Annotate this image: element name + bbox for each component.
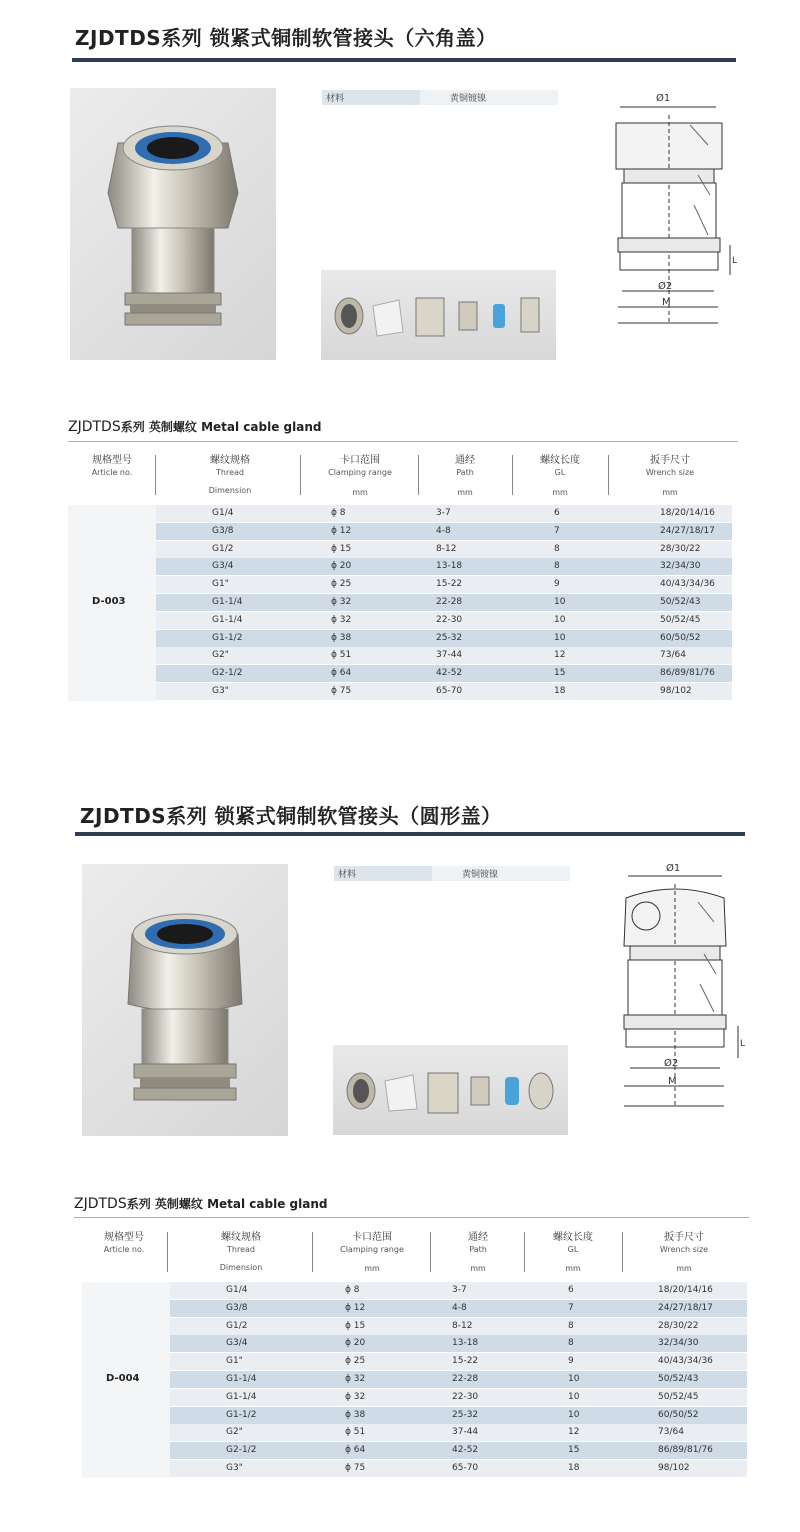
header-article: 规格型号 Article no.: [91, 455, 133, 477]
header-path: 通经 Path: [468, 1232, 488, 1254]
material-label: 材料: [334, 866, 432, 881]
article-number: D-003: [92, 596, 126, 607]
table-row: G1-1/2 ϕ 38 25-32 10 60/50/52: [170, 1407, 747, 1424]
table-title-round: [74, 1195, 327, 1212]
table-row: G3/8 ϕ 12 4-8 7 24/27/18/17: [156, 523, 732, 540]
table-row: G3/8 ϕ 12 4-8 7 24/27/18/17: [170, 1300, 747, 1317]
spec-table-round: [82, 1282, 747, 1478]
drawing-label-d1: Ø1: [656, 93, 671, 104]
technical-drawing-hex: [598, 85, 744, 335]
table-row: G2-1/2 ϕ 64 42-52 15 86/89/81/76: [170, 1442, 747, 1459]
table-row: G2" ϕ 51 37-44 12 73/64: [170, 1424, 747, 1441]
table-series-cn: 系列: [126, 1197, 151, 1211]
title-rule: [75, 832, 745, 836]
header-path: 通经 Path: [455, 455, 475, 477]
drawing-label-l: L: [732, 256, 738, 266]
table-body: [170, 1282, 747, 1478]
header-thread: 螺纹规格 Thread: [210, 455, 250, 477]
table-subtitle: 英制螺纹 Metal cable gland: [154, 1197, 328, 1211]
table-row: G1/4 ϕ 8 3-7 6 18/20/14/16: [156, 505, 732, 522]
table-row: G3" ϕ 75 65-70 18 98/102: [156, 683, 732, 700]
article-cell: [68, 505, 156, 701]
table-row: G1" ϕ 25 15-22 9 40/43/34/36: [170, 1353, 747, 1370]
table-row: G2-1/2 ϕ 64 42-52 15 86/89/81/76: [156, 665, 732, 682]
table-row: G3" ϕ 75 65-70 18 98/102: [170, 1460, 747, 1477]
material-value: 黄铜镀镍: [420, 90, 558, 105]
drawing-label-d2: Ø2: [658, 281, 673, 292]
table-row: G1-1/2 ϕ 38 25-32 10 60/50/52: [156, 630, 732, 647]
header-gl: 螺纹长度 GL: [553, 1232, 593, 1254]
table-series-cn: 系列: [120, 420, 145, 434]
spec-table-hex: [68, 505, 732, 701]
table-row: G1-1/4 ϕ 32 22-28 10 50/52/43: [170, 1371, 747, 1388]
drawing-label-l: L: [740, 1039, 746, 1049]
table-body: [156, 505, 732, 701]
table-series: ZJDTDS: [68, 419, 121, 435]
table-subtitle: 英制螺纹 Metal cable gland: [148, 420, 322, 434]
drawing-label-m: M: [668, 1076, 677, 1087]
table-row: G1-1/4 ϕ 32 22-30 10 50/52/45: [156, 612, 732, 629]
table-row: G3/4 ϕ 20 13-18 8 32/34/30: [156, 558, 732, 575]
drawing-label-d2: Ø2: [664, 1058, 679, 1069]
section-title-hex: ZJDTDS系列 锁紧式铜制软管接头（六角盖）: [75, 26, 497, 50]
header-wrench: 扳手尺寸 Wrench size: [645, 455, 695, 477]
parts-photo-round: [333, 1045, 568, 1135]
material-row: [322, 90, 558, 105]
header-thread: 螺纹规格 Thread: [221, 1232, 261, 1254]
article-number: D-004: [106, 1373, 140, 1384]
table-rule: [74, 1217, 749, 1218]
article-cell: [82, 1282, 170, 1478]
header-wrench: 扳手尺寸 Wrench size: [659, 1232, 709, 1254]
header-clamp: 卡口范围 Clamping range: [328, 455, 392, 477]
header-gl: 螺纹长度 GL: [540, 455, 580, 477]
table-title-hex: [68, 418, 321, 435]
product-photo-hex: [70, 88, 276, 360]
table-row: G3/4 ϕ 20 13-18 8 32/34/30: [170, 1335, 747, 1352]
table-row: G1/2 ϕ 15 8-12 8 28/30/22: [170, 1318, 747, 1335]
material-label: 材料: [322, 90, 420, 105]
drawing-label-d1: Ø1: [666, 863, 681, 874]
parts-photo-hex: [321, 270, 556, 360]
table-row: G1-1/4 ϕ 32 22-28 10 50/52/43: [156, 594, 732, 611]
material-value: 黄铜镀镍: [432, 866, 570, 881]
title-rule: [72, 58, 736, 62]
table-row: G1/4 ϕ 8 3-7 6 18/20/14/16: [170, 1282, 747, 1299]
technical-drawing-round: [606, 858, 752, 1118]
table-rule: [68, 441, 738, 442]
drawing-label-m: M: [662, 297, 671, 308]
table-row: G1" ϕ 25 15-22 9 40/43/34/36: [156, 576, 732, 593]
header-clamp: 卡口范围 Clamping range: [340, 1232, 404, 1254]
table-series: ZJDTDS: [74, 1196, 127, 1212]
table-row: G1/2 ϕ 15 8-12 8 28/30/22: [156, 541, 732, 558]
section-title-round: ZJDTDS系列 锁紧式铜制软管接头（圆形盖）: [80, 804, 502, 828]
table-row: G1-1/4 ϕ 32 22-30 10 50/52/45: [170, 1389, 747, 1406]
header-article: 规格型号 Article no.: [103, 1232, 145, 1254]
material-row: [334, 866, 570, 881]
product-photo-round: [82, 864, 288, 1136]
table-row: G2" ϕ 51 37-44 12 73/64: [156, 647, 732, 664]
